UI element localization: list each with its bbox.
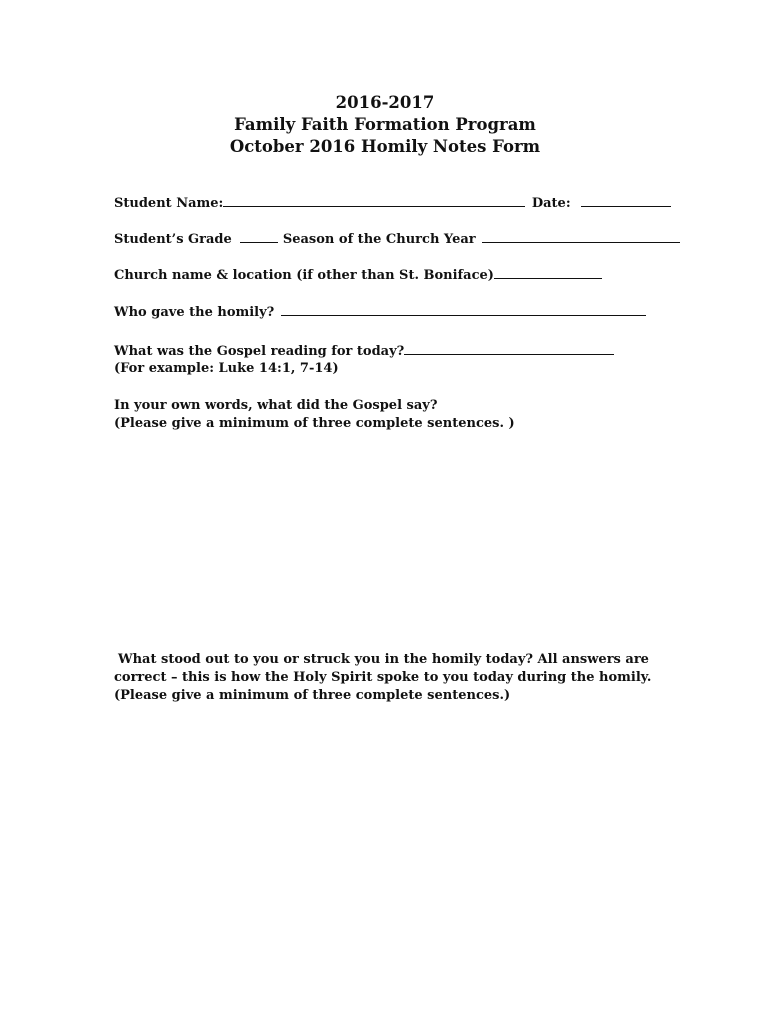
header-year: 2016-2017 — [335, 93, 435, 112]
grade-label: Student’s Grade — [114, 232, 232, 247]
season-blank[interactable] — [482, 230, 680, 243]
church-label: Church name & location (if other than St. Boniface) — [114, 268, 494, 283]
header-program: Family Faith Formation Program — [234, 115, 536, 134]
student-name-row — [114, 194, 671, 213]
header-form-title: October 2016 Homily Notes Form — [229, 137, 541, 156]
student-name-label: Student Name: — [114, 196, 224, 211]
homily-reflection-cont — [114, 669, 651, 705]
homily-reflection-question — [118, 651, 649, 669]
church-row — [114, 266, 602, 285]
homily-giver-blank[interactable] — [281, 303, 646, 316]
gospel-row — [114, 342, 614, 361]
church-blank[interactable] — [494, 266, 602, 279]
date-label: Date: — [531, 196, 571, 211]
season-label: Season of the Church Year — [282, 232, 476, 247]
gospel-summary-question — [114, 397, 515, 433]
student-name-blank[interactable] — [223, 194, 525, 207]
homily-reflection-line3: (Please give a minimum of three complete sentences.) — [114, 688, 511, 703]
grade-season-row — [114, 230, 680, 249]
gospel-summary-line1: In your own words, what did the Gospel say? — [114, 398, 438, 413]
gospel-example: (For example: Luke 14:1, 7-14) — [114, 361, 339, 376]
homily-reflection-line2: correct – this is how the Holy Spirit spoke to you today during the homily. — [114, 670, 652, 685]
date-blank[interactable] — [581, 194, 671, 207]
gospel-label: What was the Gospel reading for today? — [114, 344, 405, 359]
grade-blank[interactable] — [240, 230, 278, 243]
homily-giver-row — [114, 303, 646, 322]
gospel-blank[interactable] — [404, 342, 614, 355]
homily-giver-label: Who gave the homily? — [114, 305, 275, 320]
form-header — [0, 92, 770, 158]
gospel-summary-line2: (Please give a minimum of three complete sentences. ) — [114, 416, 515, 431]
homily-reflection-line1: What stood out to you or struck you in the homily today? All answers are — [118, 652, 649, 667]
